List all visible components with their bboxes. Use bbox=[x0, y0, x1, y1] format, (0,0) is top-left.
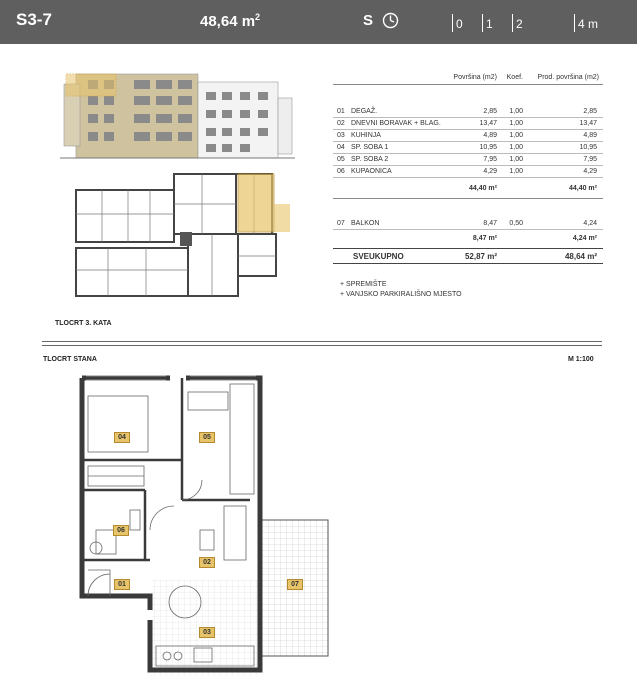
col-coef-header: Koef. bbox=[506, 74, 523, 81]
extras-notes bbox=[340, 280, 462, 300]
room-tag-04: 04 bbox=[114, 432, 130, 443]
subtotal-row: 44,40 m² 44,40 m² bbox=[468, 185, 597, 192]
room-tag-01: 01 bbox=[114, 579, 130, 590]
room-tag-07: 07 bbox=[287, 579, 303, 590]
divider-line bbox=[42, 341, 602, 342]
room-tag-06: 06 bbox=[113, 525, 129, 536]
total-row: SVEUKUPNO 52,87 m² 48,64 m² bbox=[333, 248, 603, 264]
clock-icon bbox=[382, 12, 399, 29]
apartment-code: S3-7 bbox=[16, 10, 52, 29]
room-tag-05: 05 bbox=[199, 432, 215, 443]
floor-plan-label: TLOCRT 3. KATA bbox=[55, 320, 112, 327]
scale-mark-4: 4 m bbox=[574, 14, 598, 32]
divider-line bbox=[42, 345, 602, 346]
scale-label: M 1:100 bbox=[568, 356, 594, 363]
note-parking: + VANJSKO PARKIRALIŠNO MJESTO bbox=[340, 291, 462, 298]
building-elevation bbox=[60, 68, 295, 163]
col-area-header: Površina (m2) bbox=[453, 74, 497, 81]
room-tag-03: 03 bbox=[199, 627, 215, 638]
scale-mark-0: 0 bbox=[452, 14, 463, 32]
scale-mark-2: 2 bbox=[512, 14, 523, 32]
table-row: 04 SP. SOBA 1 10,95 1,00 10,95 bbox=[333, 142, 603, 154]
scale-mark-1: 1 bbox=[482, 14, 493, 32]
table-row: 01 DEGAŽ. 2,85 1,00 2,85 bbox=[333, 106, 603, 118]
table-header bbox=[333, 70, 603, 84]
apartment-area: 48,64 $m^2$ bbox=[200, 12, 261, 30]
apartment-plan-label: TLOCRT STANA bbox=[43, 356, 97, 363]
orientation-label: S bbox=[363, 12, 374, 29]
col-prod-header: Prod. površina (m2) bbox=[537, 74, 599, 81]
table-row: 06 KUPAONICA 4,29 1,00 4,29 bbox=[333, 166, 603, 178]
table-row: 05 SP. SOBA 2 7,95 1,00 7,95 bbox=[333, 154, 603, 166]
balcony-row: 07 BALKON 8,47 0,50 4,24 bbox=[333, 218, 603, 230]
table-row: 02 DNEVNI BORAVAK + BLAG. 13,47 1,00 13,47 bbox=[333, 118, 603, 130]
table-row: 03 KUHINJA 4,89 1,00 4,89 bbox=[333, 130, 603, 142]
balcony-subtotal-row: 8,47 m² 4,24 m² bbox=[472, 235, 597, 242]
floor-key-plan bbox=[62, 170, 297, 300]
room-tag-02: 02 bbox=[199, 557, 215, 568]
note-storage: + SPREMIŠTE bbox=[340, 281, 387, 288]
header-bar bbox=[0, 0, 637, 44]
